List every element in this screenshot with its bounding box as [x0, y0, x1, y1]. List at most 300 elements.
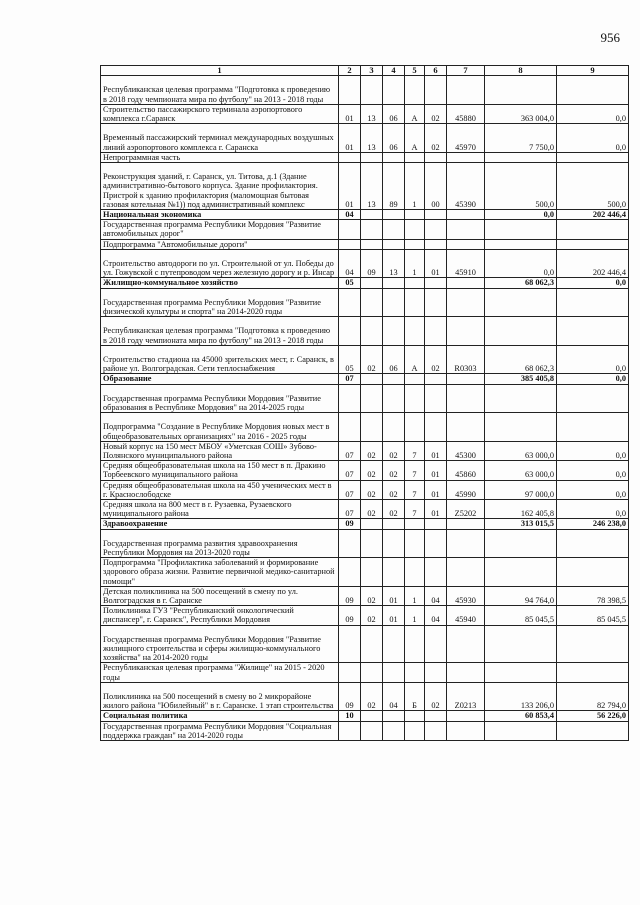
subsection-code-cell: 02 — [361, 345, 383, 374]
section-code-cell: 04 — [339, 249, 361, 278]
subprogram-code-cell — [405, 239, 425, 249]
direction-code-cell — [447, 220, 485, 239]
section-code-cell: 01 — [339, 124, 361, 153]
amount-2019-cell — [485, 239, 557, 249]
amount-2019-cell: 0,0 — [485, 249, 557, 278]
row-name-cell: Республиканская целевая программа "Подготовка к проведению в 2018 году чемпионата мира по футболу" на 2013 - 2018 годы — [101, 317, 339, 346]
header-cell: 8 — [485, 66, 557, 76]
subsection-code-cell — [361, 152, 383, 162]
subprogram-code-cell: А — [405, 124, 425, 153]
program-code-cell — [383, 711, 405, 721]
row-name-cell: Государственная программа развития здравоохранения Республики Мордовия на 2013-2020 годы — [101, 529, 339, 558]
table-row — [101, 239, 629, 249]
amount-2020-cell — [557, 529, 629, 558]
amount-2019-cell: 97 000,0 — [485, 480, 557, 499]
table-row — [101, 711, 629, 721]
subprogram-code-cell: А — [405, 104, 425, 123]
row-name-cell: Строительство автодороги по ул. Строительной от ул. Победы до ул. Гожувской с путепроводом через железную дорогу и р. Инсар — [101, 249, 339, 278]
section-code-cell — [339, 288, 361, 317]
amount-2020-cell: 202 446,4 — [557, 210, 629, 220]
header-cell: 9 — [557, 66, 629, 76]
direction-code-cell — [447, 625, 485, 663]
row-name-cell: Строительство стадиона на 45000 зрительских мест, г. Саранск, в районе ул. Волгоградская. Сети теплоснабжения — [101, 345, 339, 374]
table-row — [101, 384, 629, 413]
subprogram-code-cell — [405, 210, 425, 220]
amount-2019-cell — [485, 529, 557, 558]
program-code-cell — [383, 374, 405, 384]
direction-code-cell — [447, 413, 485, 442]
measure-code-cell: 04 — [425, 586, 447, 605]
subprogram-code-cell — [405, 558, 425, 587]
subprogram-code-cell: Б — [405, 682, 425, 711]
amount-2019-cell — [485, 384, 557, 413]
measure-code-cell: 02 — [425, 682, 447, 711]
amount-2020-cell — [557, 625, 629, 663]
row-name-cell: Государственная программа Республики Мордовия "Развитие жилищного строительства и сферы жилищно-коммунального хозяйства" на 2014-2020 годы — [101, 625, 339, 663]
table-row — [101, 625, 629, 663]
table-row — [101, 461, 629, 480]
direction-code-cell: Z0213 — [447, 682, 485, 711]
measure-code-cell: 01 — [425, 500, 447, 519]
direction-code-cell — [447, 529, 485, 558]
amount-2019-cell: 0,0 — [485, 210, 557, 220]
table-row — [101, 606, 629, 625]
budget-table — [100, 65, 629, 741]
amount-2020-cell — [557, 558, 629, 587]
amount-2020-cell: 0,0 — [557, 345, 629, 374]
subsection-code-cell: 02 — [361, 606, 383, 625]
row-name-cell: Жилищно-коммунальное хозяйство — [101, 278, 339, 288]
section-code-cell: 05 — [339, 345, 361, 374]
program-code-cell — [383, 625, 405, 663]
table-row — [101, 374, 629, 384]
measure-code-cell: 00 — [425, 163, 447, 210]
amount-2020-cell: 85 045,5 — [557, 606, 629, 625]
direction-code-cell — [447, 663, 485, 682]
table-row — [101, 519, 629, 529]
subprogram-code-cell: 1 — [405, 249, 425, 278]
direction-code-cell — [447, 558, 485, 587]
amount-2019-cell: 133 206,0 — [485, 682, 557, 711]
section-code-cell: 04 — [339, 210, 361, 220]
row-name-cell: Поликлиника ГУЗ "Республиканский онкологический диспансер", г. Саранск", Республики Мордовия — [101, 606, 339, 625]
row-name-cell: Поликлиника на 500 посещений в смену во 2 микрорайоне жилого района "Юбилейный" в г. Саранске. 1 этап строительства — [101, 682, 339, 711]
section-code-cell: 07 — [339, 461, 361, 480]
program-code-cell: 02 — [383, 480, 405, 499]
measure-code-cell — [425, 239, 447, 249]
subsection-code-cell — [361, 278, 383, 288]
row-name-cell: Средняя общеобразовательная школа на 450 ученических мест в г. Краснослободске — [101, 480, 339, 499]
program-code-cell: 01 — [383, 586, 405, 605]
direction-code-cell: 45940 — [447, 606, 485, 625]
row-name-cell: Государственная программа Республики Мордовия "Развитие автомобильных дорог" — [101, 220, 339, 239]
direction-code-cell — [447, 76, 485, 105]
subsection-code-cell: 13 — [361, 124, 383, 153]
section-code-cell: 09 — [339, 519, 361, 529]
subsection-code-cell — [361, 384, 383, 413]
table-row — [101, 586, 629, 605]
subsection-code-cell: 02 — [361, 441, 383, 460]
direction-code-cell — [447, 721, 485, 740]
subprogram-code-cell: 7 — [405, 441, 425, 460]
section-code-cell — [339, 529, 361, 558]
table-row — [101, 220, 629, 239]
measure-code-cell — [425, 721, 447, 740]
direction-code-cell — [447, 210, 485, 220]
amount-2019-cell — [485, 413, 557, 442]
section-code-cell — [339, 413, 361, 442]
section-code-cell: 10 — [339, 711, 361, 721]
measure-code-cell: 01 — [425, 249, 447, 278]
program-code-cell: 02 — [383, 500, 405, 519]
subsection-code-cell — [361, 711, 383, 721]
section-code-cell — [339, 317, 361, 346]
direction-code-cell: 45930 — [447, 586, 485, 605]
amount-2019-cell — [485, 288, 557, 317]
program-code-cell: 13 — [383, 249, 405, 278]
direction-code-cell: 45970 — [447, 124, 485, 153]
amount-2020-cell: 0,0 — [557, 441, 629, 460]
subsection-code-cell: 02 — [361, 682, 383, 711]
row-name-cell: Республиканская целевая программа "Подготовка к проведению в 2018 году чемпионата мира по футболу" на 2013 - 2018 годы — [101, 76, 339, 105]
table-row — [101, 663, 629, 682]
row-name-cell: Государственная программа Республики Мордовия "Развитие физической культуры и спорта" на 2014-2020 годы — [101, 288, 339, 317]
section-code-cell — [339, 152, 361, 162]
subprogram-code-cell: 7 — [405, 461, 425, 480]
amount-2020-cell: 82 794,0 — [557, 682, 629, 711]
subprogram-code-cell — [405, 220, 425, 239]
section-code-cell — [339, 721, 361, 740]
subsection-code-cell — [361, 317, 383, 346]
direction-code-cell: 45390 — [447, 163, 485, 210]
amount-2020-cell: 0,0 — [557, 124, 629, 153]
amount-2019-cell: 85 045,5 — [485, 606, 557, 625]
measure-code-cell — [425, 288, 447, 317]
amount-2020-cell — [557, 721, 629, 740]
amount-2020-cell: 78 398,5 — [557, 586, 629, 605]
subprogram-code-cell — [405, 76, 425, 105]
program-code-cell — [383, 384, 405, 413]
section-code-cell: 07 — [339, 441, 361, 460]
direction-code-cell: 45300 — [447, 441, 485, 460]
row-name-cell: Национальная экономика — [101, 210, 339, 220]
subsection-code-cell: 13 — [361, 163, 383, 210]
measure-code-cell — [425, 374, 447, 384]
section-code-cell: 09 — [339, 606, 361, 625]
subprogram-code-cell — [405, 711, 425, 721]
subprogram-code-cell: 1 — [405, 163, 425, 210]
section-code-cell: 09 — [339, 586, 361, 605]
direction-code-cell — [447, 374, 485, 384]
program-code-cell — [383, 663, 405, 682]
measure-code-cell — [425, 529, 447, 558]
direction-code-cell — [447, 711, 485, 721]
program-code-cell — [383, 239, 405, 249]
subprogram-code-cell — [405, 384, 425, 413]
section-code-cell — [339, 558, 361, 587]
amount-2020-cell: 246 238,0 — [557, 519, 629, 529]
section-code-cell — [339, 220, 361, 239]
section-code-cell — [339, 625, 361, 663]
subsection-code-cell: 02 — [361, 586, 383, 605]
header-cell: 6 — [425, 66, 447, 76]
table-row — [101, 288, 629, 317]
amount-2020-cell: 0,0 — [557, 374, 629, 384]
measure-code-cell: 01 — [425, 480, 447, 499]
section-code-cell: 09 — [339, 682, 361, 711]
amount-2020-cell — [557, 76, 629, 105]
amount-2020-cell: 500,0 — [557, 163, 629, 210]
amount-2019-cell: 63 000,0 — [485, 441, 557, 460]
measure-code-cell — [425, 210, 447, 220]
program-code-cell: 89 — [383, 163, 405, 210]
section-code-cell: 01 — [339, 104, 361, 123]
direction-code-cell: 45910 — [447, 249, 485, 278]
measure-code-cell: 02 — [425, 124, 447, 153]
subsection-code-cell: 02 — [361, 461, 383, 480]
amount-2020-cell: 0,0 — [557, 278, 629, 288]
amount-2020-cell: 0,0 — [557, 480, 629, 499]
measure-code-cell: 01 — [425, 461, 447, 480]
amount-2019-cell — [485, 625, 557, 663]
direction-code-cell — [447, 317, 485, 346]
amount-2020-cell — [557, 152, 629, 162]
amount-2019-cell — [485, 76, 557, 105]
subprogram-code-cell: 1 — [405, 606, 425, 625]
direction-code-cell — [447, 519, 485, 529]
measure-code-cell — [425, 413, 447, 442]
row-name-cell: Строительство пассажирского терминала аэропортового комплекса г.Саранск — [101, 104, 339, 123]
subsection-code-cell — [361, 76, 383, 105]
row-name-cell: Реконструкция зданий, г. Саранск, ул. Титова, д.1 (Здание административно-бытового корпуса. Здание профилактория. Пристрой к зданию профилактория (маломощная бытовая газовая котельная №1)) под административный комплекс — [101, 163, 339, 210]
table-row — [101, 210, 629, 220]
direction-code-cell: 45990 — [447, 480, 485, 499]
subsection-code-cell — [361, 210, 383, 220]
table-row — [101, 500, 629, 519]
direction-code-cell — [447, 288, 485, 317]
amount-2020-cell — [557, 317, 629, 346]
direction-code-cell: 45860 — [447, 461, 485, 480]
program-code-cell — [383, 529, 405, 558]
row-name-cell: Государственная программа Республики Мордовия "Развитие образования в Республике Мордовия" на 2014-2025 годы — [101, 384, 339, 413]
program-code-cell — [383, 519, 405, 529]
subsection-code-cell — [361, 374, 383, 384]
amount-2019-cell: 162 405,8 — [485, 500, 557, 519]
amount-2019-cell — [485, 558, 557, 587]
header-cell: 5 — [405, 66, 425, 76]
row-name-cell: Непрограммная часть — [101, 152, 339, 162]
subprogram-code-cell — [405, 152, 425, 162]
measure-code-cell — [425, 711, 447, 721]
amount-2019-cell — [485, 721, 557, 740]
header-cell: 4 — [383, 66, 405, 76]
measure-code-cell — [425, 558, 447, 587]
subprogram-code-cell: 7 — [405, 500, 425, 519]
row-name-cell: Социальная политика — [101, 711, 339, 721]
table-row — [101, 152, 629, 162]
amount-2019-cell — [485, 220, 557, 239]
amount-2020-cell: 0,0 — [557, 500, 629, 519]
table-row — [101, 441, 629, 460]
section-code-cell — [339, 663, 361, 682]
measure-code-cell — [425, 663, 447, 682]
table-row — [101, 480, 629, 499]
table-row — [101, 104, 629, 123]
measure-code-cell: 04 — [425, 606, 447, 625]
subsection-code-cell — [361, 519, 383, 529]
measure-code-cell: 02 — [425, 345, 447, 374]
table-row — [101, 721, 629, 740]
direction-code-cell: 45880 — [447, 104, 485, 123]
amount-2019-cell: 60 853,4 — [485, 711, 557, 721]
program-code-cell: 01 — [383, 606, 405, 625]
table-row — [101, 76, 629, 105]
header-cell: 2 — [339, 66, 361, 76]
program-code-cell: 02 — [383, 441, 405, 460]
table-row — [101, 249, 629, 278]
amount-2020-cell: 0,0 — [557, 461, 629, 480]
program-code-cell — [383, 76, 405, 105]
row-name-cell: Образование — [101, 374, 339, 384]
subprogram-code-cell — [405, 374, 425, 384]
subprogram-code-cell — [405, 519, 425, 529]
amount-2020-cell: 202 446,4 — [557, 249, 629, 278]
row-name-cell: Подпрограмма "Автомобильные дороги" — [101, 239, 339, 249]
amount-2019-cell: 68 062,3 — [485, 278, 557, 288]
program-code-cell: 06 — [383, 124, 405, 153]
program-code-cell — [383, 558, 405, 587]
section-code-cell: 05 — [339, 278, 361, 288]
measure-code-cell: 01 — [425, 441, 447, 460]
section-code-cell: 01 — [339, 163, 361, 210]
section-code-cell — [339, 239, 361, 249]
row-name-cell: Подпрограмма "Создание в Республике Мордовия новых мест в общеобразовательных организациях" на 2016 - 2025 годы — [101, 413, 339, 442]
subprogram-code-cell: А — [405, 345, 425, 374]
header-cell: 7 — [447, 66, 485, 76]
subsection-code-cell: 13 — [361, 104, 383, 123]
table-row — [101, 345, 629, 374]
program-code-cell: 04 — [383, 682, 405, 711]
program-code-cell — [383, 721, 405, 740]
measure-code-cell — [425, 220, 447, 239]
row-name-cell: Средняя общеобразовательная школа на 150 мест в п. Дракино Торбеевского муниципального района — [101, 461, 339, 480]
program-code-cell — [383, 152, 405, 162]
table-row — [101, 413, 629, 442]
table-row — [101, 682, 629, 711]
program-code-cell — [383, 278, 405, 288]
subsection-code-cell — [361, 239, 383, 249]
program-code-cell: 02 — [383, 461, 405, 480]
measure-code-cell — [425, 278, 447, 288]
measure-code-cell: 02 — [425, 104, 447, 123]
amount-2019-cell: 7 750,0 — [485, 124, 557, 153]
program-code-cell — [383, 317, 405, 346]
table-row — [101, 278, 629, 288]
amount-2019-cell: 68 062,3 — [485, 345, 557, 374]
section-code-cell — [339, 384, 361, 413]
row-name-cell: Республиканская целевая программа "Жилище" на 2015 - 2020 годы — [101, 663, 339, 682]
program-code-cell: 06 — [383, 104, 405, 123]
subprogram-code-cell — [405, 317, 425, 346]
section-code-cell: 07 — [339, 480, 361, 499]
amount-2020-cell — [557, 384, 629, 413]
program-code-cell — [383, 210, 405, 220]
section-code-cell: 07 — [339, 500, 361, 519]
subprogram-code-cell — [405, 288, 425, 317]
subsection-code-cell — [361, 663, 383, 682]
subprogram-code-cell — [405, 413, 425, 442]
amount-2019-cell: 500,0 — [485, 163, 557, 210]
direction-code-cell: R0303 — [447, 345, 485, 374]
amount-2019-cell — [485, 317, 557, 346]
measure-code-cell — [425, 519, 447, 529]
subprogram-code-cell — [405, 278, 425, 288]
row-name-cell: Подпрограмма "Профилактика заболеваний и формирование здорового образа жизни. Развитие первичной медико-санитарной помощи" — [101, 558, 339, 587]
direction-code-cell — [447, 384, 485, 413]
table-row — [101, 124, 629, 153]
amount-2019-cell: 385 405,8 — [485, 374, 557, 384]
section-code-cell: 07 — [339, 374, 361, 384]
table-row — [101, 558, 629, 587]
amount-2020-cell — [557, 288, 629, 317]
subsection-code-cell — [361, 529, 383, 558]
program-code-cell — [383, 288, 405, 317]
header-cell: 1 — [101, 66, 339, 76]
amount-2020-cell — [557, 413, 629, 442]
program-code-cell: 06 — [383, 345, 405, 374]
amount-2020-cell: 0,0 — [557, 104, 629, 123]
subsection-code-cell — [361, 625, 383, 663]
measure-code-cell — [425, 152, 447, 162]
subprogram-code-cell — [405, 625, 425, 663]
measure-code-cell — [425, 317, 447, 346]
header-cell: 3 — [361, 66, 383, 76]
subsection-code-cell — [361, 288, 383, 317]
amount-2020-cell — [557, 220, 629, 239]
subprogram-code-cell — [405, 721, 425, 740]
measure-code-cell — [425, 76, 447, 105]
subprogram-code-cell — [405, 663, 425, 682]
subsection-code-cell — [361, 721, 383, 740]
subsection-code-cell — [361, 220, 383, 239]
header-row — [101, 66, 629, 76]
amount-2020-cell — [557, 663, 629, 682]
subprogram-code-cell: 1 — [405, 586, 425, 605]
row-name-cell: Здравоохранение — [101, 519, 339, 529]
row-name-cell: Средняя школа на 800 мест в г. Рузаевка, Рузаевского муниципального района — [101, 500, 339, 519]
program-code-cell — [383, 220, 405, 239]
row-name-cell: Временный пассажирский терминал международных воздушных линий аэропортового комплекса г. Саранска — [101, 124, 339, 153]
amount-2019-cell — [485, 152, 557, 162]
table-row — [101, 163, 629, 210]
direction-code-cell — [447, 152, 485, 162]
amount-2019-cell: 313 015,5 — [485, 519, 557, 529]
row-name-cell: Детская поликлиника на 500 посещений в смену по ул. Волгоградская в г. Саранске — [101, 586, 339, 605]
page-number: 956 — [600, 30, 620, 45]
direction-code-cell — [447, 239, 485, 249]
measure-code-cell — [425, 625, 447, 663]
subsection-code-cell — [361, 558, 383, 587]
row-name-cell: Государственная программа Республики Мордовия "Социальная поддержка граждан" на 2014-2020 годы — [101, 721, 339, 740]
amount-2020-cell: 56 226,0 — [557, 711, 629, 721]
amount-2019-cell: 94 764,0 — [485, 586, 557, 605]
program-code-cell — [383, 413, 405, 442]
row-name-cell: Новый корпус на 150 мест МБОУ «Уметская СОШ» Зубово-Полянского муниципального района — [101, 441, 339, 460]
table-body — [101, 76, 629, 741]
subprogram-code-cell: 7 — [405, 480, 425, 499]
subsection-code-cell: 02 — [361, 500, 383, 519]
table-row — [101, 529, 629, 558]
